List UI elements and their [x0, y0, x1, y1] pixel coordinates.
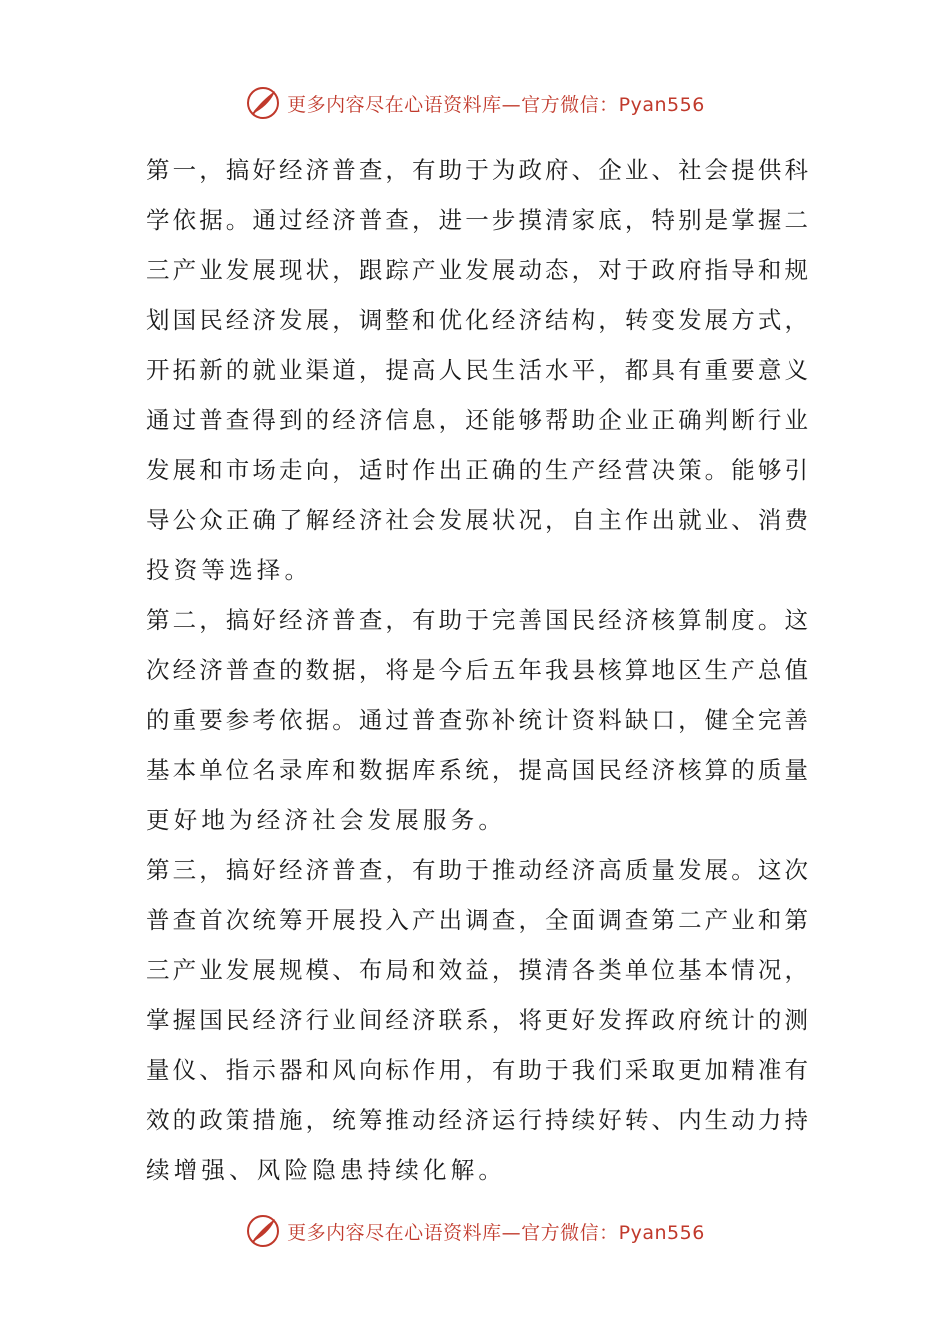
header-banner-text: 更多内容尽在心语资料库—官方微信：Pyan556 [287, 93, 705, 116]
text-line: 学依据。通过经济普查，进一步摸清家底，特别是掌握二 [146, 206, 808, 234]
text-line: 投资等选择。 [146, 556, 313, 584]
footer-banner [0, 1206, 950, 1256]
text-line: 导公众正确了解经济社会发展状况，自主作出就业、消费 [146, 506, 808, 534]
text-line: 效的政策措施，统筹推动经济运行持续好转、内生动力持 [146, 1106, 808, 1134]
text-line: 通过普查得到的经济信息，还能够帮助企业正确判断行业 [146, 406, 808, 434]
text-line: 更好地为经济社会发展服务。 [146, 806, 507, 834]
text-line: 基本单位名录库和数据库系统，提高国民经济核算的质量 [146, 756, 808, 784]
text-line: 发展和市场走向，适时作出正确的生产经营决策。能够引 [146, 456, 808, 484]
paragraph-1 [146, 145, 808, 595]
text-line: 划国民经济发展，调整和优化经济结构，转变发展方式， [146, 306, 808, 334]
text-line: 第一，搞好经济普查，有助于为政府、企业、社会提供科 [146, 156, 808, 184]
text-line: 三产业发展现状，跟踪产业发展动态，对于政府指导和规 [146, 256, 808, 284]
quill-pen-logo-icon [245, 1213, 281, 1249]
text-line: 普查首次统筹开展投入产出调查，全面调查第二产业和第 [146, 906, 808, 934]
header-banner [0, 78, 950, 128]
document-body [146, 145, 808, 1195]
text-line: 量仪、指示器和风向标作用，有助于我们采取更加精准有 [146, 1056, 808, 1084]
text-line: 三产业发展规模、布局和效益，摸清各类单位基本情况， [146, 956, 808, 984]
paragraph-3 [146, 845, 808, 1195]
footer-banner-text: 更多内容尽在心语资料库—官方微信：Pyan556 [287, 1221, 705, 1244]
text-line: 续增强、风险隐患持续化解。 [146, 1156, 507, 1184]
text-line: 第二，搞好经济普查，有助于完善国民经济核算制度。这 [146, 606, 808, 634]
text-line: 开拓新的就业渠道，提高人民生活水平，都具有重要意义 [146, 356, 808, 384]
text-line: 掌握国民经济行业间经济联系，将更好发挥政府统计的测 [146, 1006, 808, 1034]
text-line: 的重要参考依据。通过普查弥补统计资料缺口，健全完善 [146, 706, 808, 734]
paragraph-2 [146, 595, 808, 845]
text-line: 第三，搞好经济普查，有助于推动经济高质量发展。这次 [146, 856, 808, 884]
quill-pen-logo-icon [245, 85, 281, 121]
text-line: 次经济普查的数据，将是今后五年我县核算地区生产总值 [146, 656, 808, 684]
